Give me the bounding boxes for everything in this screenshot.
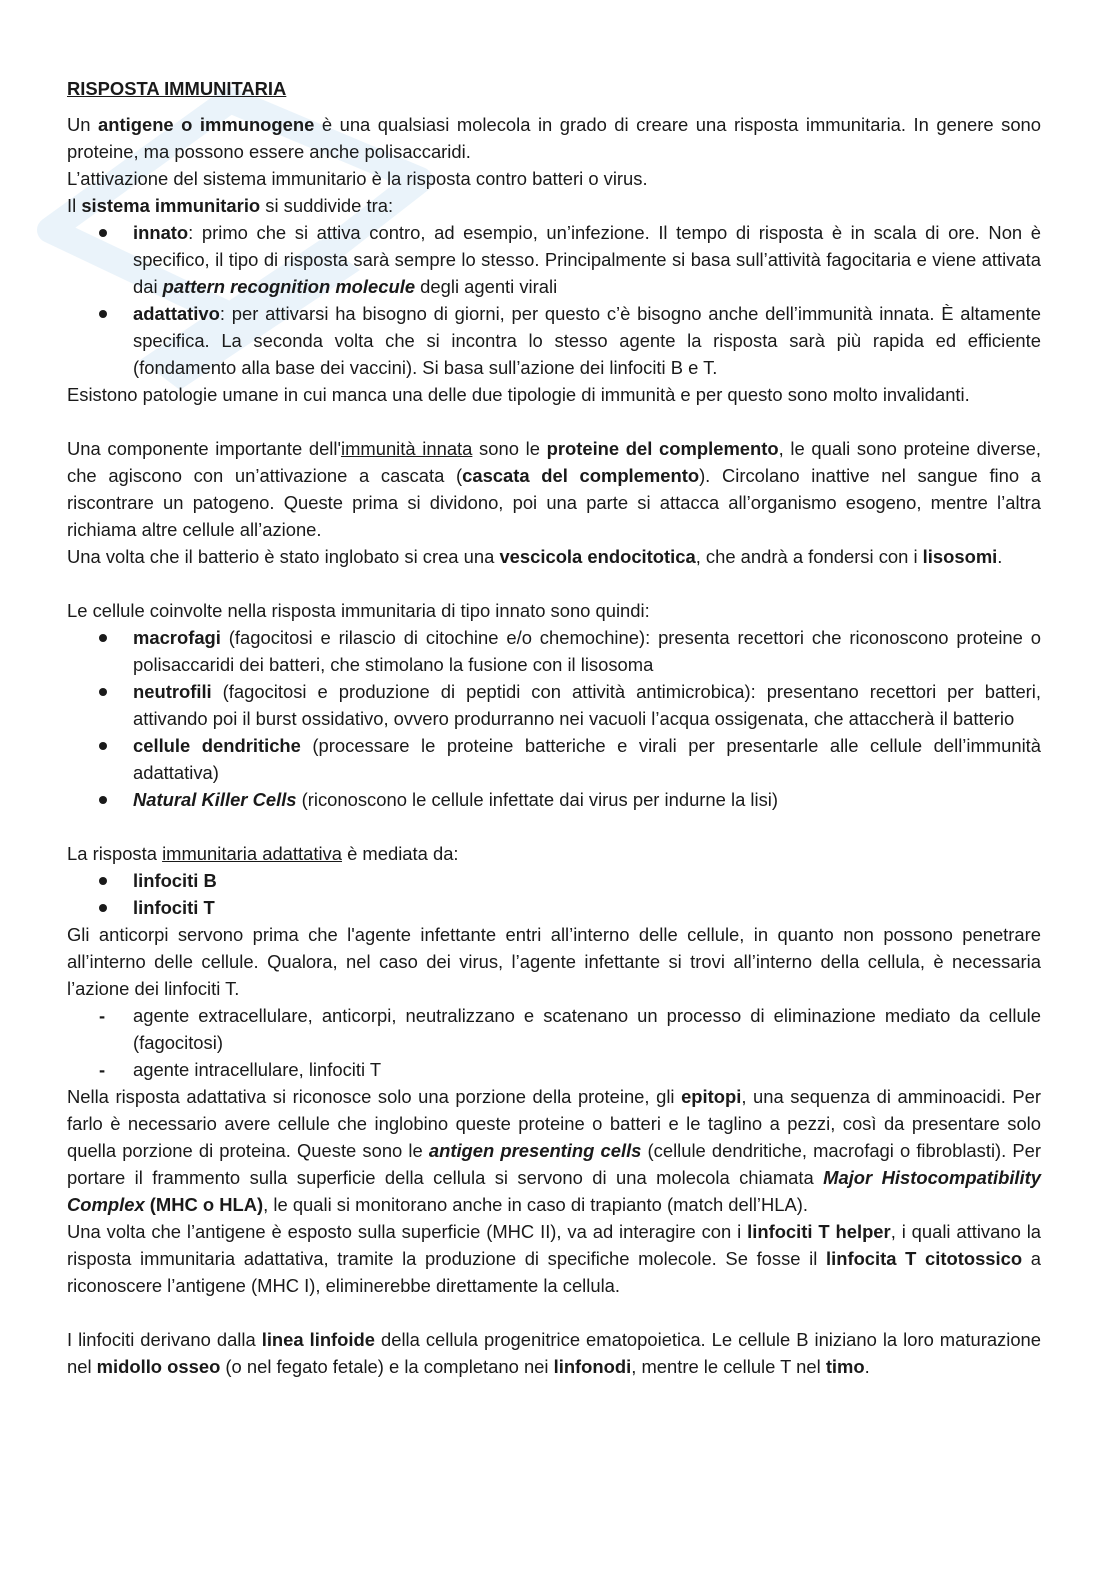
document-page bbox=[67, 75, 1041, 1380]
list-item-dendritiche: cellule dendritiche (processare le proteine batteriche e virali per presentarle alle cellule dell’immunità adattativa) bbox=[67, 732, 1041, 786]
paragraph-cellule-innato: Le cellule coinvolte nella risposta immunitaria di tipo innato sono quindi: bbox=[67, 600, 650, 621]
paragraph-complemento: Una componente importante dell'immunità innata sono le proteine del complemento, le quali sono proteine diverse, che agiscono con un’attivazione a cascata (cascata del complemento). Circolano inattive nel sangue fino a riscontrare un patogeno. Queste prima si dividono, poi una parte si attacca all’organismo esogeno, mentre l’altra richiama altre cellule all’azione. bbox=[67, 438, 1041, 540]
list-item-intracellulare: - agente intracellulare, linfociti T bbox=[67, 1056, 1041, 1083]
term-sistema-immunitario: sistema immunitario bbox=[81, 195, 261, 216]
paragraph-antigene: Un antigene o immunogene è una qualsiasi molecola in grado di creare una risposta immunitaria. In genere sono proteine, ma possono essere anche polisaccaridi. bbox=[67, 114, 1042, 162]
paragraph-vescicola: Una volta che il batterio è stato inglobato si crea una vescicola endocitotica, che andrà a fondersi con i lisosomi. bbox=[67, 546, 1003, 567]
list-innate-cells bbox=[67, 624, 1041, 813]
paragraph-linfoide: I linfociti derivano dalla linea linfoide della cellula progenitrice ematopoietica. Le cellule B iniziano la loro maturazione nel midollo osseo (o nel fegato fetale) e la completano nei linfonodi, mentre le cellule T nel timo. bbox=[67, 1329, 1042, 1377]
list-item-linfociti-b: linfociti B bbox=[67, 867, 1041, 894]
list-item-natural-killer: Natural Killer Cells (riconoscono le cellule infettate dai virus per indurne la lisi) bbox=[67, 786, 1041, 813]
link-immunitaria-adattativa: immunitaria adattativa bbox=[162, 843, 342, 864]
paragraph-epitopi: Nella risposta adattativa si riconosce solo una porzione della proteine, gli epitopi, una sequenza di amminoacidi. Per farlo è necessario avere cellule che inglobino queste proteine o batteri e le taglino a pezzi, così da presentare solo quella porzione di proteina. Queste sono le antigen presenting cells (cellule dendritiche, macrofagi o fibroblasti). Per portare il frammento sulla superficie della cellula si servono di una molecola chiamata Major Histocompatibility Complex (MHC o HLA), le quali si monitorano anche in caso di trapianto (match dell’HLA). bbox=[67, 1086, 1042, 1215]
term-antigene: antigene o immunogene bbox=[98, 114, 315, 135]
list-agenti bbox=[67, 1002, 1041, 1083]
paragraph-adattativa: La risposta immunitaria adattativa è mediata da: bbox=[67, 843, 459, 864]
list-item-neutrofili: neutrofili (fagocitosi e produzione di peptidi con attività antimicrobica): presentano recettori per batteri, attivando poi il burst ossidativo, ovvero produrranno nei vacuoli l’acqua ossigenata, che attaccherà il batterio bbox=[67, 678, 1041, 732]
paragraph-anticorpi: Gli anticorpi servono prima che l'agente infettante entri all’interno delle cellule, in quanto non possono penetrare all’interno delle cellule. Qualora, nel caso dei virus, l’agente infettante si trovi all’interno della cellula, è necessaria l’azione dei linfociti T. bbox=[67, 924, 1041, 999]
paragraph-mhc: Una volta che l’antigene è esposto sulla superficie (MHC II), va ad interagire con i linfociti T helper, i quali attivano la risposta immunitaria adattativa, tramite la produzione di specifiche molecole. Se fosse il linfocita T citotossico a riconoscere l’antigene (MHC I), eliminerebbe direttamente la cellula. bbox=[67, 1221, 1042, 1296]
paragraph-attivazione: L’attivazione del sistema immunitario è la risposta contro batteri o virus. bbox=[67, 168, 648, 189]
paragraph-sistema: Il sistema immunitario si suddivide tra: bbox=[67, 195, 394, 216]
list-item-linfociti-t: linfociti T bbox=[67, 894, 1041, 921]
paragraph-patologie: Esistono patologie umane in cui manca una delle due tipologie di immunità e per questo sono molto invalidanti. bbox=[67, 384, 970, 405]
list-item-extracellulare: - agente extracellulare, anticorpi, neutralizzano e scatenano un processo di eliminazione mediato da cellule (fagocitosi) bbox=[67, 1002, 1041, 1056]
link-immunita-innata: immunità innata bbox=[341, 438, 473, 459]
list-immunity-types bbox=[67, 219, 1041, 381]
page-title: RISPOSTA IMMUNITARIA bbox=[67, 78, 287, 99]
list-item-innato: innato: primo che si attiva contro, ad esempio, un’infezione. Il tempo di risposta è in scala di ore. Non è specifico, il tipo di risposta sarà sempre lo stesso. Principalmente si basa sull’attività fagocitaria e viene attivata dai pattern recognition molecule degli agenti virali bbox=[67, 219, 1041, 300]
list-linfociti bbox=[67, 867, 1041, 921]
list-item-macrofagi: macrofagi (fagocitosi e rilascio di citochine e/o chemochine): presenta recettori che riconoscono proteine o polisaccaridi dei batteri, che stimolano la fusione con il lisosoma bbox=[67, 624, 1041, 678]
list-item-adattativo: adattativo: per attivarsi ha bisogno di giorni, per questo c’è bisogno anche dell’immunità innata. È altamente specifica. La seconda volta che si incontra lo stesso agente la risposta sarà più rapida ed efficiente (fondamento alla base dei vaccini). Si basa sull’azione dei linfociti B e T. bbox=[67, 300, 1041, 381]
